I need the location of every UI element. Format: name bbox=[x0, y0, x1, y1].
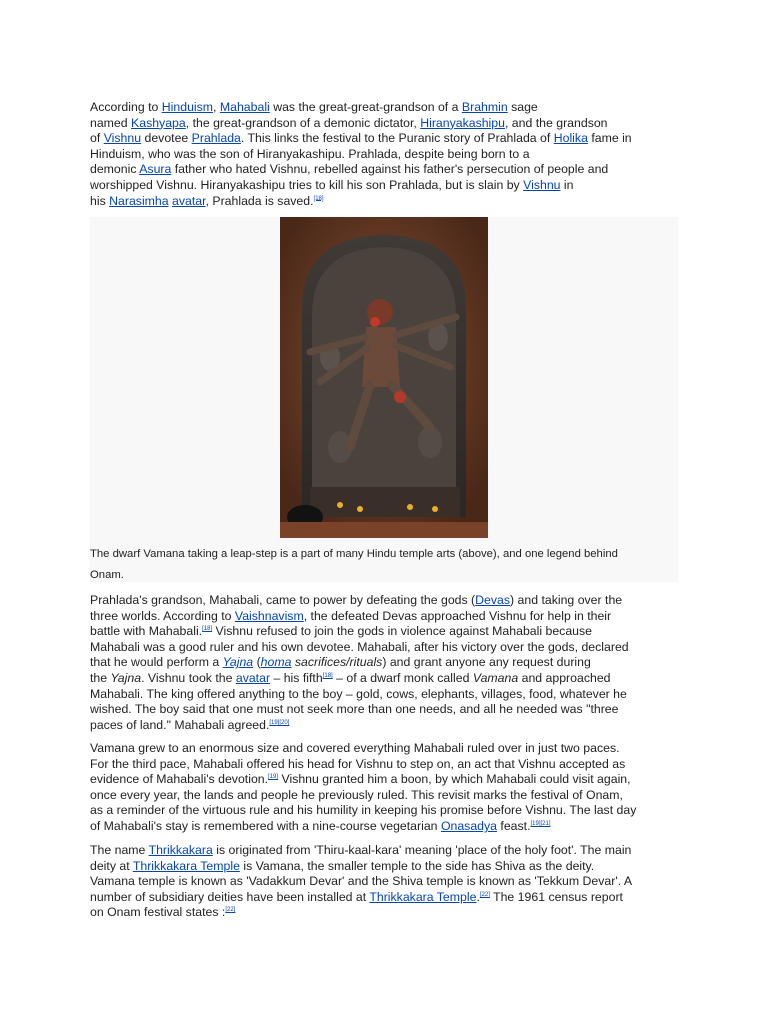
text-run: . This links the festival to the Puranic story of Prahlada of bbox=[240, 131, 554, 146]
text-line bbox=[90, 671, 678, 687]
text-run: , bbox=[213, 100, 220, 114]
text-line bbox=[90, 718, 678, 734]
citation-link[interactable]: [18] bbox=[202, 626, 213, 633]
link-hinduism[interactable]: Hinduism bbox=[161, 100, 214, 114]
text-run: sage bbox=[507, 100, 538, 114]
text-line bbox=[90, 874, 678, 890]
text-run: three worlds. According to bbox=[90, 608, 235, 623]
link-kashyapa[interactable]: Kashyapa bbox=[131, 115, 186, 130]
text-run: According to bbox=[90, 100, 162, 114]
vamana-sculpture-image bbox=[280, 217, 488, 538]
text-run: of bbox=[90, 131, 104, 146]
text-run: named bbox=[90, 115, 132, 130]
text-run: deity at bbox=[90, 858, 133, 873]
link-onasadya[interactable]: Onasadya bbox=[440, 818, 497, 833]
text-line bbox=[90, 131, 678, 147]
text-run: ) and grant anyone any request during bbox=[382, 655, 591, 670]
text-run: – his fifth bbox=[270, 670, 323, 685]
citation-link[interactable]: [19][20] bbox=[269, 719, 290, 726]
vamana-sculpture-graphic bbox=[280, 217, 488, 538]
text-run: in bbox=[560, 177, 574, 192]
link-vishnu[interactable]: Vishnu bbox=[103, 131, 142, 146]
text-run: and approached bbox=[518, 670, 611, 685]
text-line bbox=[90, 741, 678, 757]
text-line bbox=[90, 100, 678, 116]
link-thrikkakara[interactable]: Thrikkakara bbox=[148, 843, 213, 857]
caption-line: The dwarf Vamana taking a leap-step is a part of many Hindu temple arts (above), and one legend behind bbox=[90, 548, 618, 560]
text-run: paces of land." Mahabali agreed. bbox=[90, 717, 270, 732]
text-run: , the great-grandson of a demonic dictator, bbox=[185, 115, 421, 130]
text-run: was the great-great-grandson of a bbox=[269, 100, 462, 114]
text-run: is originated from 'Thiru-kaal-kara' meaning 'place of the holy foot'. The main bbox=[212, 843, 632, 857]
text-run: sacrifices/rituals bbox=[291, 655, 383, 670]
link-mahabali[interactable]: Mahabali bbox=[219, 100, 270, 114]
text-run: Prahlada's grandson, Mahabali, came to power by defeating the gods ( bbox=[90, 593, 476, 607]
text-run: fame in bbox=[587, 131, 632, 146]
text-run: as a reminder of the virtuous rule and his humility in keeping his promise before Vishnu. The last day bbox=[90, 803, 637, 818]
citation-link[interactable]: [22] bbox=[225, 907, 236, 914]
text-run: Vishnu granted him a boon, by which Mahabali could visit again, bbox=[278, 772, 631, 787]
citation-link[interactable]: [19] bbox=[268, 774, 279, 781]
text-run: worshipped Vishnu. Hiranyakashipu tries to kill his son Prahlada, but is slain by bbox=[90, 177, 524, 192]
text-run: Mahabali. The king offered anything to the boy – gold, cows, elephants, villages, food, whatever he bbox=[90, 686, 627, 701]
text-run: , and the grandson bbox=[504, 115, 608, 130]
text-run: that he would perform a bbox=[90, 655, 223, 670]
link-homa[interactable]: homa bbox=[260, 655, 292, 670]
caption-line: Onam. bbox=[90, 569, 124, 581]
text-line bbox=[90, 194, 678, 210]
text-line bbox=[90, 843, 678, 859]
text-run: father who hated Vishnu, rebelled against his father's persecution of people and bbox=[171, 162, 609, 177]
text-line bbox=[90, 687, 678, 703]
link-devas[interactable]: Devas bbox=[475, 593, 511, 607]
text-line bbox=[90, 609, 678, 625]
text-run: devotee bbox=[141, 131, 192, 146]
text-run: on Onam festival states : bbox=[90, 905, 226, 920]
text-run: Yajna bbox=[110, 670, 142, 685]
citation-link[interactable]: [19][21] bbox=[530, 820, 551, 827]
text-run: , Prahlada is saved. bbox=[205, 193, 314, 208]
text-run: battle with Mahabali. bbox=[90, 624, 203, 639]
text-line bbox=[90, 905, 678, 921]
text-line bbox=[90, 819, 678, 835]
citation-link[interactable]: [22] bbox=[479, 891, 490, 898]
text-line bbox=[90, 147, 678, 163]
text-run: his bbox=[90, 193, 110, 208]
text-run: the bbox=[90, 670, 111, 685]
link-thrikkakara-temple[interactable]: Thrikkakara Temple bbox=[132, 858, 240, 873]
text-run: For the third pace, Mahabali offered his head for Vishnu to step on, an act that Vishnu accepted as bbox=[90, 756, 626, 771]
text-line bbox=[90, 788, 678, 804]
text-run: The 1961 census report bbox=[489, 889, 623, 904]
text-run: ) and taking over the bbox=[510, 593, 623, 607]
citation-link[interactable]: [18] bbox=[322, 672, 333, 679]
text-run: ( bbox=[253, 655, 261, 670]
text-run: Hinduism, who was the son of Hiranyakashipu. Prahlada, despite being born to a bbox=[90, 146, 530, 161]
text-run: , the defeated Devas approached Vishnu for help in their bbox=[303, 608, 612, 623]
text-run: Vamana grew to an enormous size and covered everything Mahabali ruled over in just two paces. bbox=[90, 741, 620, 755]
text-line bbox=[90, 593, 678, 609]
text-run: evidence of Mahabali's devotion. bbox=[90, 772, 269, 787]
text-run: wished. The boy said that one must not seek more than one needs, and all he needed was "three bbox=[90, 702, 619, 717]
link-holika[interactable]: Holika bbox=[553, 131, 588, 146]
text-run: number of subsidiary deities have been installed at bbox=[90, 889, 370, 904]
text-run: . Vishnu took the bbox=[141, 670, 236, 685]
text-run: is Vamana, the smaller temple to the side has Shiva as the deity. bbox=[239, 858, 595, 873]
text-run: once every year, the lands and people he previously ruled. This revisit marks the festival of Onam, bbox=[90, 787, 623, 802]
text-run: – of a dwarf monk called bbox=[332, 670, 473, 685]
link-vishnu[interactable]: Vishnu bbox=[523, 177, 561, 192]
link-yajna[interactable]: Yajna bbox=[222, 655, 254, 670]
text-line bbox=[90, 624, 678, 640]
link-thrikkakara-temple[interactable]: Thrikkakara Temple bbox=[369, 889, 477, 904]
link-brahmin[interactable]: Brahmin bbox=[461, 100, 508, 114]
text-run: demonic bbox=[90, 162, 140, 177]
text-run: Mahabali was a good ruler and his own devotee. Mahabali, after his victory over the gods, declared bbox=[90, 639, 629, 654]
text-line bbox=[90, 116, 678, 132]
link-avatar[interactable]: avatar bbox=[172, 193, 206, 208]
link-narasimha[interactable]: Narasimha bbox=[109, 193, 169, 208]
text-run: Vamana bbox=[472, 670, 519, 685]
text-line bbox=[90, 772, 678, 788]
text-run: Vamana temple is known as 'Vadakkum Devar' and the Shiva temple is known as 'Tekkum Devar'. A bbox=[90, 874, 633, 889]
text-line bbox=[90, 162, 678, 178]
link-hiranyakashipu[interactable]: Hiranyakashipu bbox=[420, 115, 505, 130]
text-line bbox=[90, 178, 678, 194]
text-line bbox=[90, 640, 678, 656]
text-line bbox=[90, 803, 678, 819]
text-run: . bbox=[476, 889, 480, 904]
text-run: of Mahabali's stay is remembered with a nine-course vegetarian bbox=[90, 818, 441, 833]
link-prahlada[interactable]: Prahlada bbox=[191, 131, 241, 146]
text-line bbox=[90, 890, 678, 906]
text-line bbox=[90, 702, 678, 718]
paragraph-origin bbox=[90, 100, 678, 209]
figure bbox=[90, 217, 678, 582]
link-avatar[interactable]: avatar bbox=[235, 670, 271, 685]
text-run: feast. bbox=[497, 818, 531, 833]
paragraph-thrikkakara bbox=[90, 843, 678, 921]
text-run: Vishnu refused to join the gods in violence against Mahabali because bbox=[212, 624, 592, 639]
text-line bbox=[90, 757, 678, 773]
link-asura[interactable]: Asura bbox=[139, 162, 172, 177]
link-vaishnavism[interactable]: Vaishnavism bbox=[234, 608, 304, 623]
text-line bbox=[90, 859, 678, 875]
text-run: The name bbox=[90, 843, 149, 857]
paragraph-three-paces bbox=[90, 741, 678, 835]
paragraph-vamana-story bbox=[90, 593, 678, 733]
text-line bbox=[90, 655, 678, 671]
figure-caption bbox=[90, 544, 678, 586]
citation-link[interactable]: [18] bbox=[313, 195, 324, 202]
